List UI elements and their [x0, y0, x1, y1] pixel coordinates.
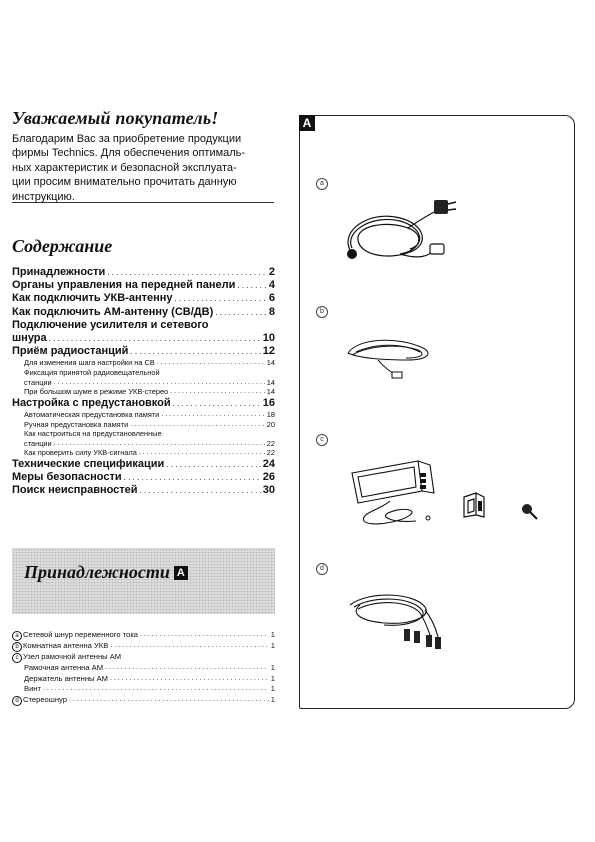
label-a-marker: a	[316, 178, 328, 190]
accessories-list	[12, 630, 275, 706]
toc-entry[interactable]: Как подключить УКВ-антенну . . . 6	[12, 292, 275, 305]
section-badge: A	[174, 566, 188, 580]
list-item: Винт . . . 1	[12, 684, 275, 695]
marker-icon: a	[12, 631, 22, 641]
greeting-line: инструкцию.	[12, 190, 75, 203]
toc-subentry[interactable]: При большом шуме в режиме УКВ-стерео . . . 14	[12, 387, 275, 397]
list-item: b Комнатная антенна УКВ . . . 1	[12, 641, 275, 652]
list-item: Рамочная антенна АМ . . . 1	[12, 663, 275, 674]
toc-entry-line: Подключение усилителя и сетевого	[12, 318, 209, 331]
stereo-cable-icon	[340, 585, 450, 655]
fm-antenna-icon	[338, 328, 438, 383]
toc-subentry[interactable]: Для изменения шага настройки на СВ . . . 14	[12, 358, 275, 368]
list-item: c Узел рамочной антенны АМ	[12, 652, 275, 663]
marker-icon: d	[12, 696, 22, 706]
list-item: Держатель антенны АМ . . . 1	[12, 674, 275, 685]
greeting-body	[12, 132, 274, 204]
toc-entry[interactable]: Меры безопасности . . . 26	[12, 471, 275, 484]
toc-entry[interactable]: Органы управления на передней панели . . . 4	[12, 279, 275, 292]
list-item: d Стереошнур . . . 1	[12, 695, 275, 706]
toc-entry[interactable]: Приём радиостанций . . . 12	[12, 345, 275, 358]
label-c-marker: c	[316, 434, 328, 446]
toc-subentry-line: Как настроиться на предустановленные	[24, 429, 162, 439]
contents-title: Содержание	[12, 236, 113, 256]
toc-subentry[interactable]: Ручная предустановка памяти . . . 20	[12, 420, 275, 430]
marker-icon: b	[12, 642, 22, 652]
greeting-line: ции просим внимательно прочитать данную	[12, 176, 237, 189]
toc-subentry[interactable]: Как проверить силу УКВ-сигнала . . . 22	[12, 448, 275, 458]
marker-icon: c	[12, 653, 22, 663]
toc-entry[interactable]: Поиск неисправностей . . . 30	[12, 484, 275, 497]
toc-subentry[interactable]: станции . . . 22	[12, 439, 275, 449]
greeting-title: Уважаемый покупатель!	[12, 108, 219, 128]
ac-power-cord-icon	[330, 190, 460, 280]
accessories-banner	[12, 548, 275, 614]
panel-badge: A	[299, 115, 315, 131]
accessories-title: Принадлежности A	[24, 562, 188, 583]
screw-icon	[520, 502, 540, 522]
greeting-line: Благодарим Вас за приобретение продукции	[12, 133, 242, 145]
antenna-holder-icon	[460, 487, 490, 521]
label-d-marker: d	[316, 563, 328, 575]
list-item: a Сетевой шнур переменного тока . . . 1	[12, 630, 275, 641]
am-loop-antenna-icon	[340, 455, 450, 530]
toc-entry[interactable]: Принадлежности . . . 2	[12, 266, 275, 279]
greeting-line: ных характеристик и безопасной эксплуата-	[12, 161, 237, 174]
toc-subentry[interactable]: станции . . . 14	[12, 378, 275, 388]
toc-subentry-line: Фиксация принятой радиовещательной	[24, 368, 160, 378]
toc-entry[interactable]: Настройка с предустановкой . . . 16	[12, 397, 275, 410]
table-of-contents	[12, 266, 275, 498]
toc-entry[interactable]: шнура . . . 10	[12, 332, 275, 345]
toc-entry[interactable]: Технические спецификации . . . 24	[12, 458, 275, 471]
label-b-marker: b	[316, 306, 328, 318]
toc-subentry[interactable]: Автоматическая предустановка памяти . . . 18	[12, 410, 275, 420]
toc-entry[interactable]: Как подключить АМ-антенну (СВ/ДВ) . . . 8	[12, 306, 275, 319]
divider	[12, 202, 274, 203]
greeting-line: фирмы Technics. Для обеспечения оптималь-	[12, 147, 246, 160]
